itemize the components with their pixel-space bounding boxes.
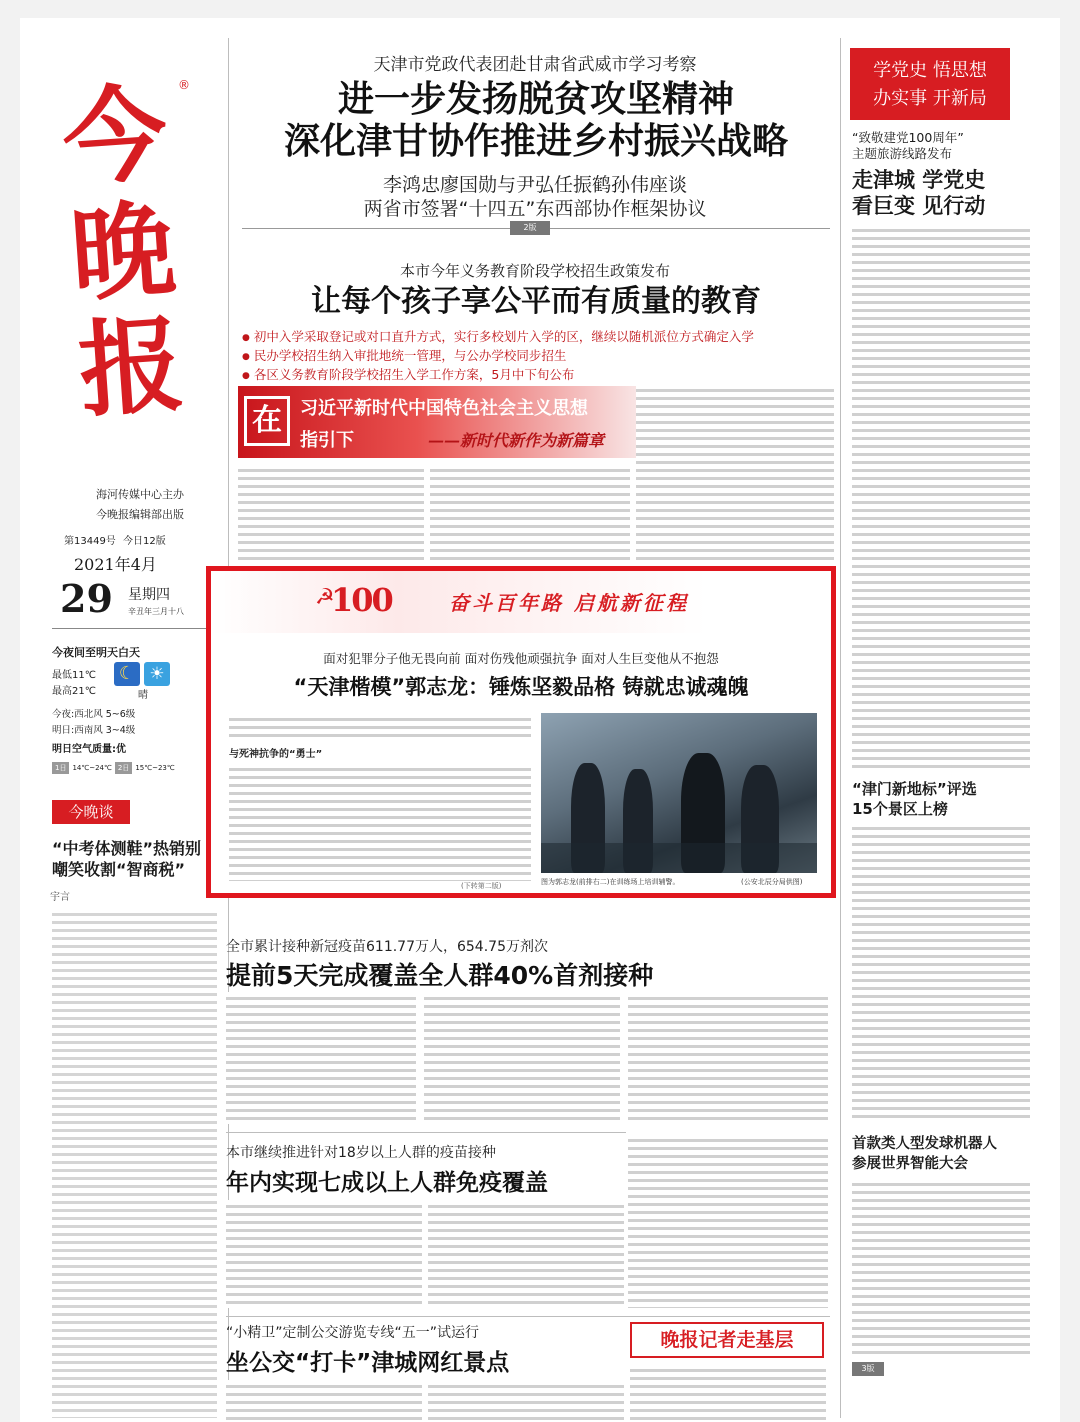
banner-zai: 在 (244, 396, 290, 446)
vaccine-body-col-2 (424, 992, 620, 1124)
issue-number: 第13449号 (64, 536, 116, 547)
publisher-line: 海河传媒中心主办 (96, 488, 184, 501)
youth-vaccine-kicker: 本市继续推进针对18岁以上人群的疫苗接种 (226, 1145, 496, 1161)
masthead-logo-text: 今晚报 (58, 70, 188, 433)
editor-line: 今晚报编辑部出版 (96, 508, 184, 521)
education-body-col-3 (636, 384, 834, 562)
photo-credit: (公安北辰分局供图) (741, 878, 803, 886)
sky-condition: 晴 (138, 690, 148, 701)
bus-body-col-3 (630, 1364, 826, 1420)
feature-turn: (下转第二版) (461, 882, 502, 890)
youth-vaccine-body-col-2 (428, 1200, 624, 1308)
banner-guide: 指引下 (300, 430, 354, 451)
forecast-strip (52, 762, 175, 774)
promo-line-2: 办实事 开新局 (873, 88, 987, 109)
feature-banner-slogan: 奋斗百年路 启航新征程 (449, 591, 689, 615)
education-kicker: 本市今年义务教育阶段学校招生政策发布 (399, 262, 670, 280)
education-body-col-2 (430, 464, 630, 562)
wind-tomorrow: 明日:西南风 3~4级 (52, 725, 136, 736)
wind-tonight: 今夜:西北风 5~6级 (52, 709, 136, 720)
education-body-col-1 (238, 464, 424, 562)
column-title: “中考体测鞋”热销别嘲笑收割“智商税” (52, 839, 202, 879)
issue-info (64, 532, 224, 547)
right-page-ref: 3版 (852, 1362, 884, 1376)
bus-body-col-1 (226, 1380, 422, 1420)
party-history-promo (850, 48, 1010, 120)
tour-kicker-1: “致敬建党100周年” (852, 130, 964, 145)
vaccine-headline: 提前5天完成覆盖全人群40%首剂接种 (226, 961, 654, 990)
training-photo (541, 713, 817, 873)
youth-vaccine-headline: 年内实现七成以上人群免疫覆盖 (226, 1170, 548, 1196)
weather-title: 今夜间至明天白天 (52, 646, 140, 659)
landmark-body (852, 822, 1030, 1122)
vaccine-body-col-3 (628, 992, 828, 1124)
tour-kicker-2: 主题旅游线路发布 (852, 146, 953, 161)
masthead-logo (48, 70, 198, 498)
registered-mark: ® (178, 78, 190, 92)
banner-title: 习近平新时代中国特色社会主义思想 (300, 398, 588, 419)
column-body (52, 908, 217, 1418)
education-headline: 让每个孩子享公平而有质量的教育 (311, 284, 761, 319)
low-temp: 最低11℃ (52, 670, 96, 681)
education-bullets (242, 328, 832, 385)
banner-slogan: ——新时代新作为新篇章 (428, 431, 605, 450)
youth-vaccine-body-col-3 (628, 1134, 828, 1308)
forecast2-temp: 15℃~23℃ (135, 764, 175, 772)
top-story-headline-2: 深化津甘协作推进乡村振兴战略 (283, 120, 788, 162)
vaccine-kicker: 全市累计接种新冠疫苗611.77万人，654.75万剂次 (226, 939, 548, 955)
lunar-date: 辛丑年三月十八 (128, 607, 184, 616)
landmark-kicker: “津门新地标”评选 (852, 780, 977, 798)
vaccine-body-col-1 (226, 992, 416, 1124)
bus-body-col-2 (428, 1380, 624, 1420)
tour-headline-1: 走津城 学党史 (852, 168, 986, 192)
tour-body (852, 224, 1030, 770)
feature-body (229, 763, 531, 881)
promo-line-1: 学党史 悟思想 (873, 60, 987, 81)
sun-icon: ☀ (144, 662, 170, 686)
education-bullet-3: ● 各区义务教育阶段学校招生入学工作方案，5月中下旬公布 (242, 366, 832, 385)
feature-kicker: 面对犯罪分子他无畏向前 面对伤残他顽强抗争 面对人生巨变他从不抱怨 (323, 651, 719, 666)
feature-subhead: 与死神抗争的“勇士” (229, 749, 323, 760)
youth-vaccine-body-col-1 (226, 1200, 422, 1308)
top-story-sub-2: 两省市签署“十四五”东西部协作框架协议 (363, 198, 707, 220)
date-year-month: 2021年4月 (74, 555, 157, 574)
robot-body (852, 1178, 1030, 1358)
forecast1-temp: 14℃~24℃ (72, 764, 112, 772)
column-label: 今晚谈 (52, 800, 130, 824)
forecast2-day: 2日 (115, 762, 132, 774)
column-author: 宇言 (50, 892, 70, 903)
top-story-page-ref: 2版 (510, 221, 550, 235)
air-quality: 明日空气质量:优 (52, 744, 126, 755)
page-count: 今日12版 (123, 536, 166, 547)
weekday: 星期四 (128, 587, 170, 603)
centenary-logo: 100 (331, 581, 392, 619)
tour-headline-2: 看巨变 见行动 (852, 194, 986, 218)
party-emblem-icon: ☭ (315, 585, 335, 610)
thought-banner (238, 386, 636, 458)
top-story-headline-1: 进一步发扬脱贫攻坚精神 (337, 78, 734, 120)
bus-headline: 坐公交“打卡”津城网红景点 (226, 1350, 510, 1376)
feature-banner (211, 571, 831, 633)
photo-caption: 图为郭志龙(前排右二)在训练场上培训辅警。 (541, 878, 680, 886)
top-story-kicker: 天津市党政代表团赴甘肃省武威市学习考察 (373, 55, 697, 75)
forecast1-day: 1日 (52, 762, 69, 774)
robot-headline-1: 首款类人型发球机器人 (852, 1136, 997, 1152)
feature-intro (229, 713, 531, 741)
reporter-promo: 晚报记者走基层 (630, 1322, 824, 1358)
moon-icon: ☾ (114, 662, 140, 686)
robot-headline-2: 参展世界智能大会 (852, 1156, 968, 1172)
education-bullet-1: ● 初中入学采取登记或对口直升方式，实行多校划片入学的区，继续以随机派位方式确定入学 (242, 328, 832, 347)
landmark-headline: 15个景区上榜 (852, 800, 948, 818)
feature-box (206, 566, 836, 898)
education-bullet-2: ● 民办学校招生纳入审批地统一管理，与公办学校同步招生 (242, 347, 832, 366)
bus-kicker: “小精卫”定制公交游览专线“五一”试运行 (226, 1325, 480, 1341)
date-day: 29 (60, 576, 113, 621)
feature-headline: “天津楷模”郭志龙：锤炼坚毅品格 铸就忠诚魂魄 (293, 675, 749, 699)
high-temp: 最高21℃ (52, 686, 96, 697)
newspaper-front-page (20, 18, 1060, 1422)
top-story-sub-1: 李鸿忠廖国勋与尹弘任振鹤孙伟座谈 (382, 174, 687, 196)
